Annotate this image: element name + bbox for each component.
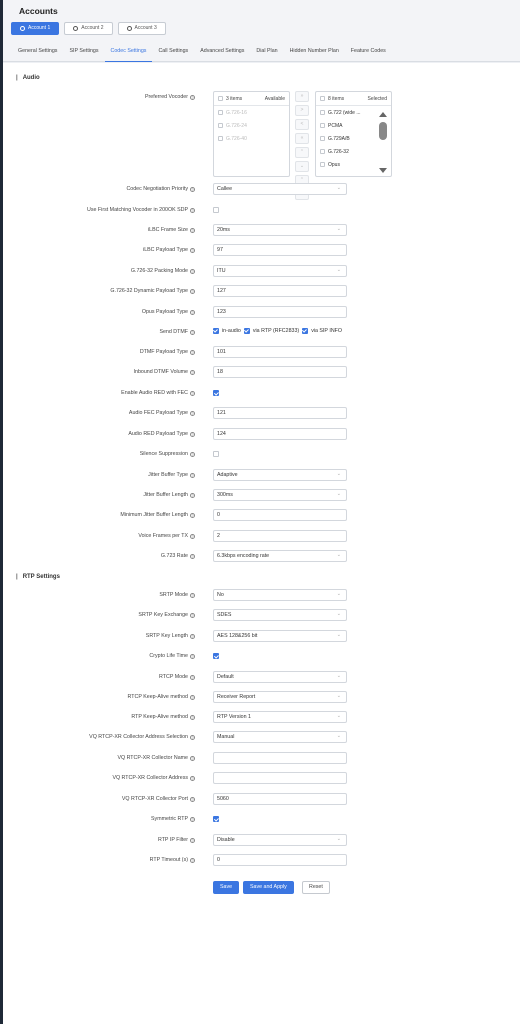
help-icon: ? (191, 187, 194, 192)
account-tabs (11, 22, 166, 35)
label-text: VQ RTCP-XR Collector Address (112, 775, 188, 781)
enable-audio-red-fec-label (121, 390, 195, 396)
help-icon: ? (191, 613, 194, 618)
label-text: Minimum Jitter Buffer Length (120, 512, 188, 518)
symmetric-rtp-checkbox[interactable] (213, 816, 219, 822)
item-label: G.726-40 (226, 135, 247, 142)
label-text: Voice Frames per TX (138, 533, 188, 539)
available-item[interactable] (214, 106, 289, 119)
item-checkbox (320, 149, 325, 154)
label-text: Silence Suppression (139, 451, 188, 457)
section-audio: | Audio (16, 75, 40, 81)
dtmf-payload-type-input[interactable]: 101 (213, 346, 347, 358)
ilbc-frame-size-label (148, 227, 195, 233)
item-label: G.729A/B (328, 135, 350, 142)
move-right-button[interactable]: > (295, 105, 309, 116)
label-text: Jitter Buffer Length (143, 492, 188, 498)
srtp-key-length-label (146, 633, 195, 639)
select-all-checkbox[interactable] (320, 96, 325, 101)
send-dtmf-options (213, 328, 342, 334)
tab-codec-settings[interactable]: Codec Settings (105, 42, 153, 62)
help-icon: ? (191, 452, 194, 457)
crypto-life-time-label (149, 653, 195, 659)
inbound-dtmf-volume-label (134, 369, 195, 375)
preferred-vocoder-label (145, 94, 195, 100)
tab-hidden-number-plan[interactable]: Hidden Number Plan (289, 48, 339, 54)
item-label: G.726-24 (226, 122, 247, 129)
help-icon: ? (191, 634, 194, 639)
label-text: VQ RTCP-XR Collector Port (121, 796, 188, 802)
ilbc-payload-type-label (143, 247, 195, 253)
help-icon: ? (191, 776, 194, 781)
label-text: Crypto Life Time (149, 653, 188, 659)
help-icon: ? (191, 513, 194, 518)
min-jitter-buffer-length-input[interactable]: 0 (213, 509, 347, 521)
g723-rate-select[interactable]: 6.3kbps encoding rate ⌄ (213, 550, 347, 562)
vq-collector-name-label (117, 755, 195, 761)
tab-call-settings[interactable]: Call Settings (158, 48, 189, 54)
scroll-up-arrow-icon[interactable] (379, 112, 387, 117)
label-text: Audio RED Payload Type (128, 431, 188, 437)
label-text: Preferred Vocoder (145, 94, 188, 100)
label-text: Opus Payload Type (141, 309, 188, 315)
label-text: RTP IP Filter (157, 837, 188, 843)
codec-negotiation-priority-select[interactable]: Callee ⌄ (213, 183, 347, 195)
select-all-checkbox[interactable] (218, 96, 223, 101)
help-icon: ? (191, 432, 194, 437)
g726-dynamic-pt-label (110, 288, 195, 294)
label-text: SRTP Mode (159, 592, 188, 598)
help-icon: ? (191, 473, 194, 478)
dtmf-option-label: in-audio (222, 328, 241, 334)
label-text: Jitter Buffer Type (148, 472, 188, 478)
item-checkbox (320, 162, 325, 167)
rtcp-mode-label (159, 674, 195, 680)
help-icon: ? (191, 797, 194, 802)
available-item[interactable] (214, 119, 289, 132)
help-icon: ? (191, 858, 194, 863)
help-icon: ? (191, 735, 194, 740)
reset-button[interactable]: Reset (302, 881, 330, 894)
section-rtp-settings: | RTP Settings (16, 574, 60, 580)
save-button[interactable]: Save (213, 881, 239, 894)
label-text: G.723 Rate (160, 553, 188, 559)
codec-negotiation-priority-label (126, 186, 195, 192)
move-up-button[interactable]: ⌃ (295, 175, 309, 186)
help-icon: ? (191, 289, 194, 294)
label-text: VQ RTCP-XR Collector Name (117, 755, 188, 761)
help-icon: ? (191, 248, 194, 253)
account-tab-2[interactable] (64, 22, 112, 35)
label-text: SRTP Key Length (145, 633, 188, 639)
help-icon: ? (191, 269, 194, 274)
account-icon (20, 26, 25, 31)
ilbc-frame-size-select[interactable]: 20ms ⌄ (213, 224, 347, 236)
item-checkbox (218, 110, 223, 115)
help-icon: ? (191, 208, 194, 213)
item-label: G.726-16 (226, 109, 247, 116)
help-icon: ? (191, 695, 194, 700)
item-checkbox (218, 123, 223, 128)
rtp-timeout-input[interactable]: 0 (213, 854, 347, 866)
settings-tabs (3, 42, 520, 62)
srtp-key-exchange-select[interactable]: SDES ⌄ (213, 609, 347, 621)
jitter-buffer-length-select[interactable]: 300ms ⌄ (213, 489, 347, 501)
rtp-ip-filter-label (158, 837, 195, 843)
opus-payload-type-input[interactable]: 123 (213, 306, 347, 318)
label-text: RTCP Keep-Alive method (127, 694, 188, 700)
scroll-thumb[interactable] (379, 122, 387, 140)
label-text: RTP Timeout (s) (149, 857, 188, 863)
scroll-down-arrow-icon[interactable] (379, 168, 387, 173)
rtcp-mode-select[interactable]: Default ⌄ (213, 671, 347, 683)
selected-header (316, 92, 391, 106)
list-scrollbar[interactable] (378, 108, 388, 176)
dtmf-sip-info-checkbox[interactable] (302, 328, 308, 334)
rtp-ip-filter-select[interactable]: Disable ⌄ (213, 834, 347, 846)
jitter-buffer-length-label (143, 492, 195, 498)
label-text: G.726-32 Packing Mode (130, 268, 188, 274)
help-icon: ? (191, 391, 194, 396)
symmetric-rtp-label (151, 816, 195, 822)
help-icon: ? (191, 493, 194, 498)
rtp-keepalive-select[interactable]: RTP Version 1 ⌄ (213, 711, 347, 723)
item-label: PCMA (328, 122, 343, 129)
rtcp-keepalive-label (128, 694, 195, 700)
help-icon: ? (191, 675, 194, 680)
selected-count: 8 items (328, 95, 345, 102)
help-icon: ? (191, 350, 194, 355)
help-icon: ? (191, 817, 194, 822)
dtmf-rtp-checkbox[interactable] (244, 328, 250, 334)
codec-settings-form (3, 63, 520, 1024)
help-icon: ? (191, 330, 194, 335)
ilbc-payload-type-input[interactable]: 97 (213, 244, 347, 256)
help-icon: ? (191, 411, 194, 416)
tab-general-settings[interactable]: General Settings (18, 48, 58, 54)
available-list (213, 91, 290, 177)
page-title: Accounts (19, 6, 58, 16)
label-text: Audio FEC Payload Type (128, 410, 188, 416)
srtp-key-length-select[interactable]: AES 128&256 bit ⌄ (213, 630, 347, 642)
srtp-key-exchange-label (138, 612, 195, 618)
tab-feature-codes[interactable]: Feature Codes (350, 48, 386, 54)
available-header (214, 92, 289, 106)
label-text: VQ RTCP-XR Collector Address Selection (89, 734, 188, 740)
audio-fec-pt-input[interactable]: 121 (213, 407, 347, 419)
label-text: Symmetric RTP (151, 816, 188, 822)
dtmf-option-label: via SIP INFO (311, 328, 342, 334)
account-tab-1[interactable] (11, 22, 59, 35)
audio-fec-pt-label (129, 410, 195, 416)
help-icon: ? (191, 310, 194, 315)
silence-suppression-checkbox[interactable] (213, 451, 219, 457)
inbound-dtmf-volume-input[interactable]: 18 (213, 366, 347, 378)
silence-suppression-label (140, 451, 195, 457)
audio-red-pt-label (128, 431, 195, 437)
item-label: G.726-32 (328, 148, 349, 155)
move-top-button[interactable]: ⌃ (295, 147, 309, 158)
move-bottom-button[interactable]: ⌄ (295, 161, 309, 172)
enable-audio-red-fec-checkbox[interactable] (213, 390, 219, 396)
label-text: Enable Audio RED with FEC (121, 390, 188, 396)
dtmf-option-label: via RTP (RFC2833) (252, 328, 300, 334)
item-checkbox (320, 136, 325, 141)
help-icon: ? (191, 838, 194, 843)
available-title: Available (264, 95, 285, 102)
vq-collector-port-label (122, 796, 195, 802)
available-item[interactable] (214, 132, 289, 145)
label-text: Inbound DTMF Volume (133, 369, 188, 375)
vq-collector-name-input[interactable] (213, 752, 347, 764)
g723-rate-label (161, 553, 195, 559)
label-text: RTCP Mode (159, 674, 188, 680)
tab-sip-settings[interactable]: SIP Settings (69, 48, 99, 54)
vq-collector-address-selection-select[interactable]: Manual ⌄ (213, 731, 347, 743)
tab-advanced-settings[interactable]: Advanced Settings (200, 48, 245, 54)
crypto-life-time-checkbox[interactable] (213, 653, 219, 659)
vq-collector-port-input[interactable]: 5060 (213, 793, 347, 805)
item-label: G.722 (wide ... (328, 109, 361, 116)
srtp-mode-select[interactable]: No ⌄ (213, 589, 347, 601)
vq-collector-address-selection-label (89, 734, 195, 740)
available-count: 3 items (226, 95, 243, 102)
label-text: Codec Negotiation Priority (126, 186, 188, 192)
account-icon (127, 26, 132, 31)
label-text: G.726-32 Dynamic Payload Type (110, 288, 188, 294)
g726-packing-mode-label (131, 268, 195, 274)
label-text: iLBC Frame Size (147, 227, 188, 233)
vq-collector-address-input[interactable] (213, 772, 347, 784)
help-icon: ? (191, 554, 194, 559)
account-tab-label: Account 2 (81, 25, 104, 31)
help-icon: ? (191, 534, 194, 539)
use-first-matching-label (87, 207, 195, 213)
dtmf-payload-type-label (140, 349, 195, 355)
help-icon: ? (191, 95, 194, 100)
use-first-matching-checkbox[interactable] (213, 207, 219, 213)
account-icon (73, 26, 78, 31)
selected-title: Selected (367, 95, 387, 102)
opus-payload-type-label (142, 309, 195, 315)
jitter-buffer-type-label (148, 472, 195, 478)
rtp-timeout-label (150, 857, 195, 863)
label-text: Send DTMF (159, 329, 188, 335)
min-jitter-buffer-length-label (120, 512, 195, 518)
label-text: SRTP Key Exchange (138, 612, 188, 618)
move-all-left-button[interactable]: « (295, 133, 309, 144)
send-dtmf-label (159, 329, 195, 335)
label-text: iLBC Payload Type (143, 247, 188, 253)
selected-list (315, 91, 392, 177)
jitter-buffer-type-select[interactable]: Adaptive ⌄ (213, 469, 347, 481)
rtp-keepalive-label (131, 714, 195, 720)
label-text: RTP Keep-Alive method (131, 714, 188, 720)
srtp-mode-label (159, 592, 195, 598)
g726-dynamic-pt-input[interactable]: 127 (213, 285, 347, 297)
help-icon: ? (191, 593, 194, 598)
account-tab-3[interactable] (118, 22, 166, 35)
item-label: Opus (328, 161, 340, 168)
save-and-apply-button[interactable]: Save and Apply (243, 881, 294, 894)
move-all-right-button[interactable]: » (295, 91, 309, 102)
rtcp-keepalive-select[interactable]: Receiver Report ⌄ (213, 691, 347, 703)
voice-frames-per-tx-input[interactable]: 2 (213, 530, 347, 542)
help-icon: ? (191, 370, 194, 375)
voice-frames-per-tx-label (138, 533, 195, 539)
help-icon: ? (191, 756, 194, 761)
vq-collector-address-label (112, 775, 195, 781)
help-icon: ? (191, 715, 194, 720)
account-tab-label: Account 1 (28, 25, 51, 31)
g726-packing-mode-select[interactable]: ITU ⌄ (213, 265, 347, 277)
label-text: Use First Matching Vocoder in 200OK SDP (87, 207, 188, 213)
account-tab-label: Account 3 (134, 25, 157, 31)
item-checkbox (320, 123, 325, 128)
tab-dial-plan[interactable]: Dial Plan (256, 48, 278, 54)
label-text: DTMF Payload Type (139, 349, 188, 355)
move-left-button[interactable]: < (295, 119, 309, 130)
item-checkbox (218, 136, 223, 141)
dtmf-in-audio-checkbox[interactable] (213, 328, 219, 334)
item-checkbox (320, 110, 325, 115)
audio-red-pt-input[interactable]: 124 (213, 428, 347, 440)
help-icon: ? (191, 228, 194, 233)
help-icon: ? (191, 654, 194, 659)
